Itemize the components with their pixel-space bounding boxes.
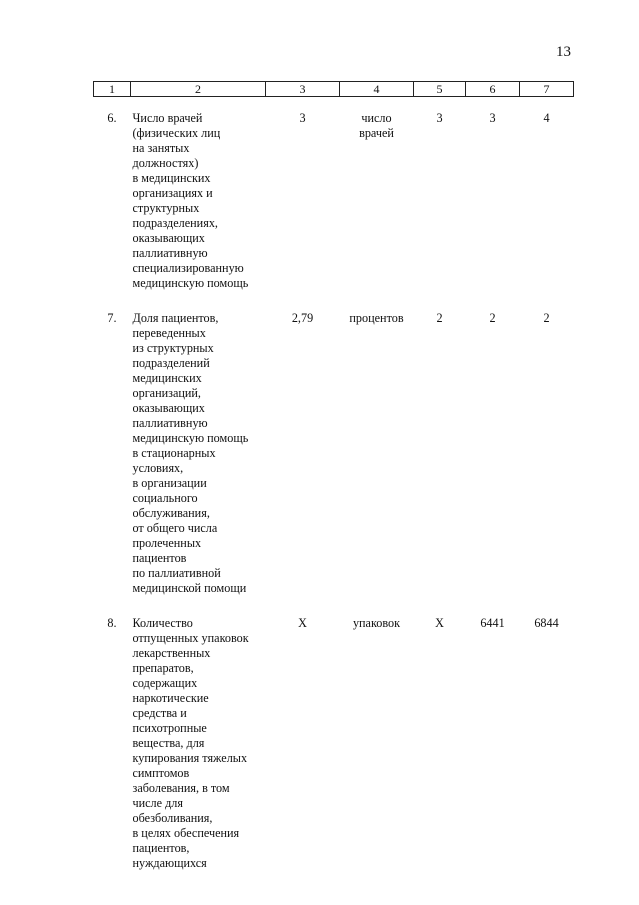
indicator-name: [131, 311, 266, 596]
indicator-name: [131, 616, 266, 871]
unit-of-measure: [340, 616, 414, 871]
indicator-name-line: средства и: [132, 706, 187, 720]
unit-line: число: [361, 111, 392, 125]
row-number: 6.: [107, 111, 117, 125]
indicator-name-line: социального: [132, 491, 198, 505]
indicator-name-line: в стационарных: [132, 446, 216, 460]
indicator-name-line: Число врачей: [132, 111, 203, 125]
value-col-7: 2: [543, 311, 550, 325]
header-col-7: 7: [520, 82, 574, 97]
indicator-name-line: обслуживания,: [132, 506, 210, 520]
value-col-7: 4: [543, 111, 550, 125]
table-row: [94, 616, 574, 871]
indicator-name-line: наркотические: [132, 691, 209, 705]
indicator-name-line: обезболивания,: [132, 811, 213, 825]
base-value: 3: [299, 111, 306, 125]
header-col-4: 4: [340, 82, 414, 97]
indicator-name-line: подразделений: [132, 356, 210, 370]
header-col-1: 1: [94, 82, 131, 97]
indicator-name-line: должностях): [132, 156, 199, 170]
table-row: [94, 311, 574, 596]
indicator-name-line: паллиативную: [132, 416, 208, 430]
indicator-name-line: вещества, для: [132, 736, 205, 750]
indicator-name-line: психотропные: [132, 721, 207, 735]
indicator-name-line: заболевания, в том: [132, 781, 230, 795]
unit-line: врачей: [359, 126, 394, 140]
indicator-name-line: организациях и: [132, 186, 213, 200]
indicator-name-line: пациентов,: [132, 841, 190, 855]
indicator-name-line: переведенных: [132, 326, 206, 340]
indicator-name-line: Количество: [132, 616, 193, 630]
header-col-5: 5: [414, 82, 466, 97]
row-number: 8.: [107, 616, 117, 630]
unit-of-measure: [340, 311, 414, 596]
indicator-name-line: отпущенных упаковок: [132, 631, 249, 645]
base-value: 2,79: [291, 311, 314, 325]
indicator-name: [131, 111, 266, 291]
table-row: [94, 111, 574, 291]
indicator-name-line: симптомов: [132, 766, 190, 780]
value-col-6: 6441: [480, 616, 505, 630]
table-body: [94, 97, 574, 872]
unit-line: упаковок: [352, 616, 401, 630]
indicator-name-line: пролеченных: [132, 536, 202, 550]
indicator-name-line: оказывающих: [132, 401, 205, 415]
indicator-name-line: (физических лиц: [132, 126, 221, 140]
page-number: 13: [556, 44, 571, 60]
header-col-2: 2: [131, 82, 266, 97]
indicator-name-line: медицинскую помощь: [132, 276, 249, 290]
value-col-5: 3: [436, 111, 443, 125]
value-col-6: 3: [489, 111, 496, 125]
indicator-name-line: в организации: [132, 476, 207, 490]
indicator-name-line: на занятых: [132, 141, 190, 155]
indicator-name-line: условиях,: [132, 461, 184, 475]
indicator-name-line: нуждающихся: [132, 856, 207, 870]
indicator-name-line: оказывающих: [132, 231, 205, 245]
indicator-name-line: медицинских: [132, 371, 202, 385]
indicator-name-line: от общего числа: [132, 521, 218, 535]
indicator-name-line: в целях обеспечения: [132, 826, 240, 840]
indicator-name-line: паллиативную: [132, 246, 208, 260]
indicator-name-line: медицинской помощи: [132, 581, 247, 595]
indicator-name-line: в медицинских: [132, 171, 211, 185]
base-value: Х: [298, 616, 307, 630]
value-col-7: 6844: [534, 616, 559, 630]
indicator-name-line: специализированную: [132, 261, 244, 275]
indicator-name-line: медицинскую помощь: [132, 431, 249, 445]
unit-of-measure: [340, 111, 414, 291]
indicator-name-line: числе для: [132, 796, 183, 810]
value-col-6: 2: [489, 311, 496, 325]
indicator-name-line: организаций,: [132, 386, 201, 400]
unit-line: процентов: [349, 311, 404, 325]
column-number-header: [94, 82, 574, 97]
indicator-name-line: купирования тяжелых: [132, 751, 248, 765]
indicator-name-line: по паллиативной: [132, 566, 221, 580]
value-col-5: Х: [435, 616, 444, 630]
indicator-name-line: пациентов: [132, 551, 187, 565]
value-col-5: 2: [436, 311, 443, 325]
indicators-table: [93, 81, 574, 871]
indicator-name-line: Доля пациентов,: [132, 311, 219, 325]
header-col-6: 6: [466, 82, 520, 97]
indicator-name-line: содержащих: [132, 676, 198, 690]
indicator-name-line: из структурных: [132, 341, 214, 355]
header-col-3: 3: [266, 82, 340, 97]
row-number: 7.: [107, 311, 117, 325]
indicator-name-line: препаратов,: [132, 661, 194, 675]
indicator-name-line: лекарственных: [132, 646, 211, 660]
indicator-name-line: структурных: [132, 201, 200, 215]
indicator-name-line: подразделениях,: [132, 216, 218, 230]
